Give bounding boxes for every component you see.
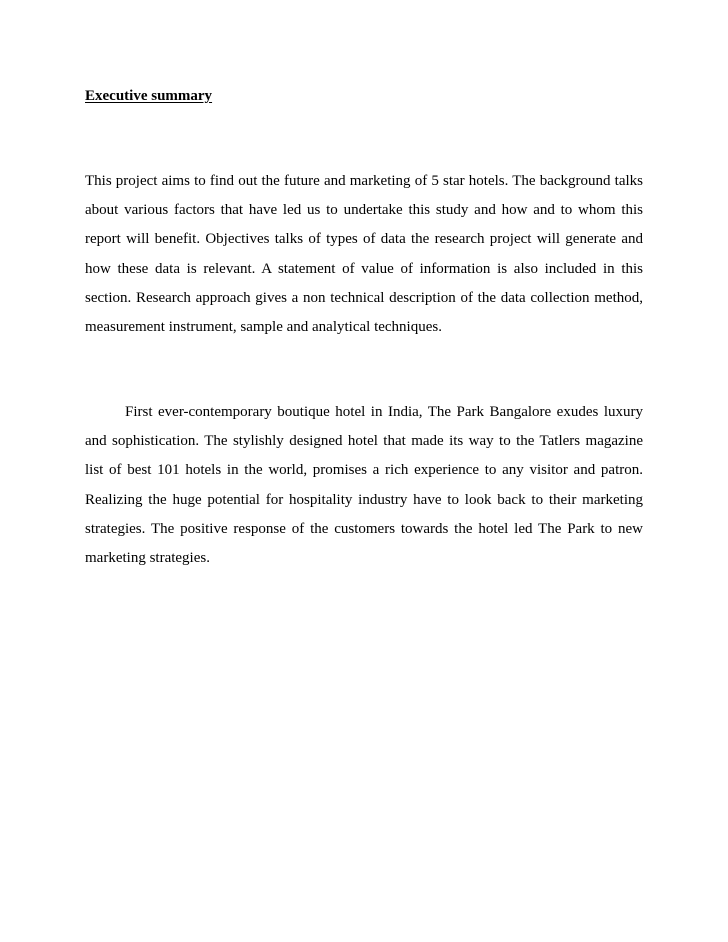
section-heading: Executive summary <box>85 88 213 104</box>
paragraph-hotel: First ever-contemporary boutique hotel in India, The Park Bangalore exudes luxury and sophistication. The stylishly designed hotel that made its way to the Tatlers magazine list of best 101 hotels in the world, promises a rich experience to any visitor and patron. Realizing the huge potential for hospitality industry have to look back to their marketing strategies. The positive response of the customers towards the hotel led The Park to new marketing strategies. <box>85 404 643 567</box>
paragraph-intro: This project aims to find out the future and marketing of 5 star hotels. The background talks about various factors that have led us to undertake this study and how and to whom this report will benefit. Objectives talks of types of data the research project will generate and how these data is relevant. A statement of value of information is also included in this section. Research approach gives a non technical description of the data collection method, measurement instrument, sample and analytical techniques. <box>85 173 643 336</box>
